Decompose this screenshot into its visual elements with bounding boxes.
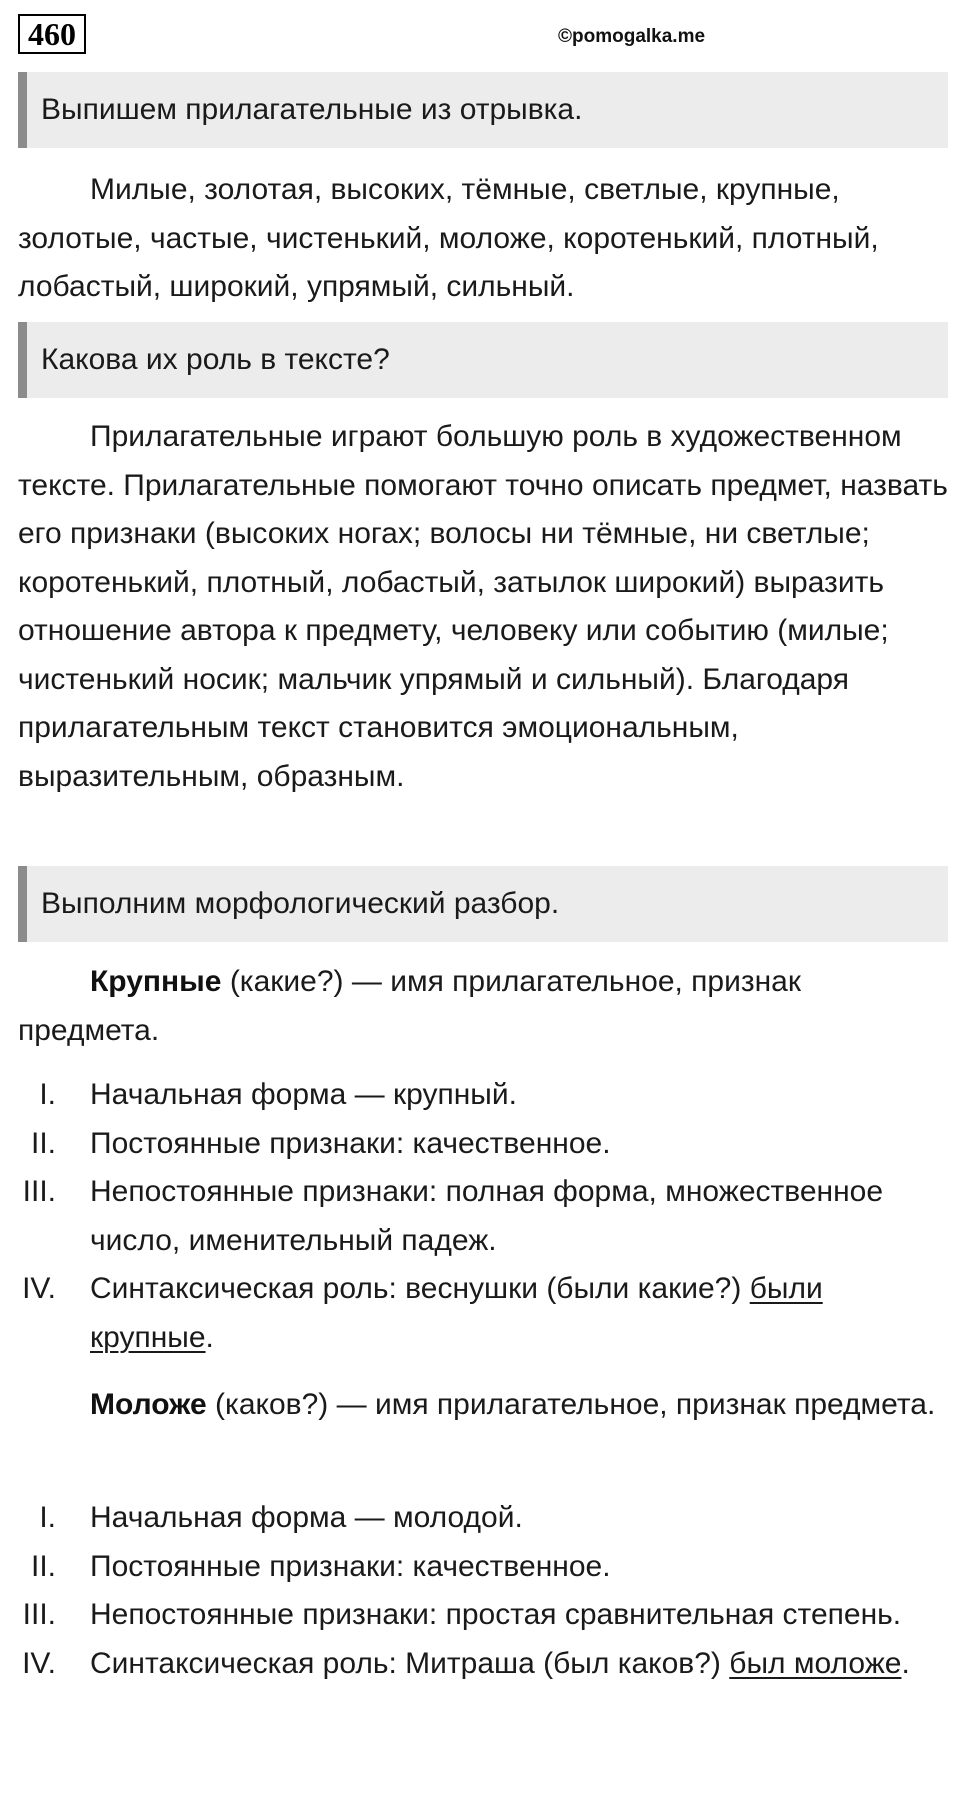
list-item: II. Постоянные признаки: качественное. [30,1126,611,1160]
list-item: III. Непостоянные признаки: полная форма, множественное число, именительный падеж. [22,1175,884,1257]
page-header [18,14,942,56]
list-item: III. Непостоянные признаки: простая сравнительная степень. [22,1598,902,1631]
exercise-number: 460 [18,14,86,54]
analysis-intro-1 [18,958,948,1055]
list-item: I. Начальная форма — молодой. [39,1501,523,1534]
analysis-word-1: Крупные [90,965,222,998]
analysis-intro-text-2: (каков?) — имя прилагательное, признак предмета. [206,1388,936,1421]
section-heading-3: Выполним морфологический разбор. [18,866,948,942]
site-watermark: ©pomogalka.me [558,26,706,47]
analysis-word-2: Моложе [90,1388,207,1421]
section-heading-1: Выпишем прилагательные из отрывка. [18,72,948,148]
role-paragraph: Прилагательные играют большую роль в художественном тексте. Прилагательные помогают точно описать предмет, назвать его признаки (высоких ногах; волосы ни тёмные, ни светлые; коротенький, плотный, лобастый, затылок широкий) выразить отношение автора к предмету, человеку или событию (милые; чистенький носик; мальчик упрямый и сильный). Благодаря прилагательным текст становится эмоциональным, выразительным, образным. [18,420,948,793]
list-item: II. Постоянные признаки: качественное. [30,1549,611,1583]
section-heading-2: Какова их роль в тексте? [18,322,948,398]
analysis-intro-text-1: (какие?) — имя прилагательное, признак предмета. [18,965,801,1047]
analysis-list-2 [18,1494,948,1688]
list-item: IV. Синтаксическая роль: Митраша (был каков?) был моложе. [22,1646,910,1680]
analysis-list-1 [18,1071,948,1362]
analysis-intro-2 [18,1381,948,1430]
list-item: I. Начальная форма — крупный. [39,1078,517,1111]
list-item: IV. Синтаксическая роль: веснушки (были какие?) были крупные. [22,1272,823,1354]
underlined-predicate: был моложе [729,1646,902,1680]
adjectives-list-paragraph: Милые, золотая, высоких, тёмные, светлые, крупные, золотые, частые, чистенький, моложе, коротенький, плотный, лобастый, широкий, упрямый, сильный. [18,173,879,303]
underlined-predicate: были крупные [90,1272,823,1354]
